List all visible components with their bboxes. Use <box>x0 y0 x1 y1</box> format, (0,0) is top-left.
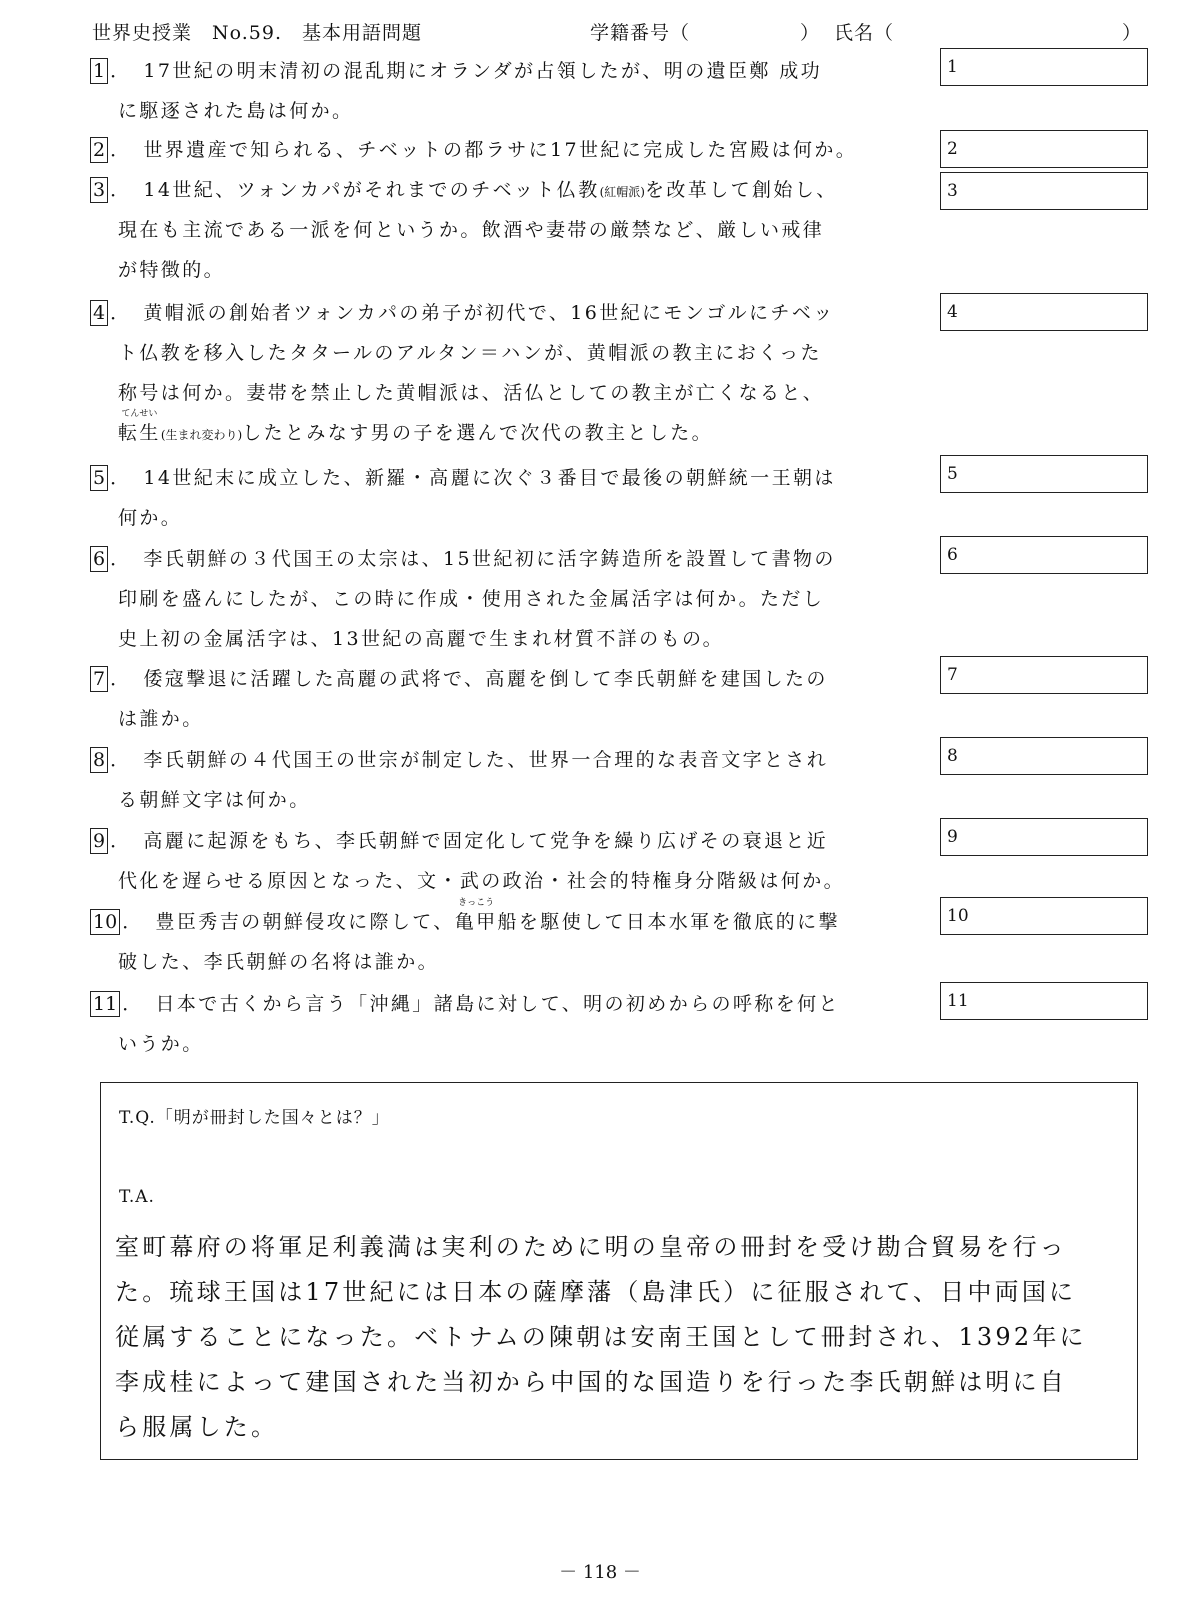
question-text: ． 世界遺産で知られる、チベットの都ラサに17世紀に完成した宮殿は何か。 <box>110 139 858 161</box>
name-label: 氏名（ <box>834 22 895 44</box>
question-text: を改革して創始し、 <box>645 179 838 201</box>
question-text: ． 高麗に起源をもち、李氏朝鮮で固定化して党争を繰り広げその衰退と近 <box>110 830 829 852</box>
answer-box-4[interactable] <box>940 293 1148 331</box>
answer-box-3[interactable] <box>940 172 1148 210</box>
question-text: ． 14世紀、ツォンカパがそれまでのチベット仏教 <box>110 179 600 201</box>
question-text: が特徴的。 <box>118 259 226 281</box>
answer-box-7[interactable] <box>940 656 1148 694</box>
worksheet-title: 世界史授業 No.59. 基本用語問題 <box>92 22 422 44</box>
answer-box-5[interactable] <box>940 455 1148 493</box>
question-number: 5 <box>90 465 108 491</box>
answer-box-11[interactable] <box>940 982 1148 1020</box>
student-id-label: 学籍番号（ <box>590 22 691 44</box>
tq-question: T.Q.「明が冊封した国々とは？」 <box>119 1108 390 1128</box>
answer-box-label: 10 <box>947 906 969 926</box>
name-close: ） <box>1122 22 1143 44</box>
answer-box-label: 4 <box>947 302 958 322</box>
answer-box-label: 9 <box>947 827 958 847</box>
question-text: ． 倭寇撃退に活躍した高麗の武将で、高麗を倒して李氏朝鮮を建国したの <box>110 668 828 690</box>
question-text: ． 日本で古くから言う「沖縄」諸島に対して、明の初めからの呼称を何と <box>122 993 840 1015</box>
question-text: ． 李氏朝鮮の３代国王の太宗は、15世紀初に活字鋳造所を設置して書物の <box>110 548 836 570</box>
question-text: は誰か。 <box>118 708 204 730</box>
answer-box-6[interactable] <box>940 536 1148 574</box>
tq-answer-line: 李成桂によって建国された当初から中国的な国造りを行った李氏朝鮮は明に自 <box>115 1368 1067 1396</box>
question-text: 破した、李氏朝鮮の名将は誰か。 <box>118 951 440 973</box>
answer-box-label: 5 <box>947 464 958 484</box>
tq-answer-line: 室町幕府の将軍足利義満は実利のために明の皇帝の冊封を受け勘合貿易を行っ <box>115 1233 1067 1261</box>
question-text: ． 李氏朝鮮の４代国王の世宗が制定した、世界一合理的な表音文字とされ <box>110 749 829 771</box>
answer-box-label: 3 <box>947 181 958 201</box>
question-number: 6 <box>90 546 108 572</box>
question-note: (紅帽派) <box>599 185 645 199</box>
question-number: 1 <box>90 58 108 84</box>
question-text: 称号は何か。妻帯を禁止した黄帽派は、活仏としての教主が亡くなると、 <box>118 382 825 404</box>
ruby-reading: きっこう <box>458 898 495 908</box>
question-text: ． 黄帽派の創始者ツォンカパの弟子が初代で、16世紀にモンゴルにチベッ <box>110 302 835 324</box>
ruby-base: 亀甲 <box>454 911 498 933</box>
worksheet-header <box>92 18 1152 48</box>
ruby-word <box>118 409 161 445</box>
question-number: 9 <box>90 828 108 854</box>
ruby-base: 転生 <box>118 422 161 444</box>
thinking-question-box <box>100 1082 1138 1460</box>
question-number: 11 <box>90 991 120 1017</box>
question-text: ト仏教を移入したタタールのアルタン＝ハンが、黄帽派の教主におくった <box>118 342 822 364</box>
question-text: ． 豊臣秀吉の朝鮮侵攻に際して、 <box>122 911 455 933</box>
answer-box-9[interactable] <box>940 818 1148 856</box>
question-text: 史上初の金属活字は、13世紀の高麗で生まれ材質不詳のもの。 <box>118 628 725 650</box>
answer-box-label: 7 <box>947 665 958 685</box>
answer-box-2[interactable] <box>940 130 1148 168</box>
answer-box-10[interactable] <box>940 897 1148 935</box>
answer-box-label: 8 <box>947 746 958 766</box>
question-text: ． 17世紀の明末清初の混乱期にオランダが占領したが、明の遺臣鄭 成功 <box>110 60 823 82</box>
question-number: 10 <box>90 909 120 935</box>
page-number: － 118 － <box>559 1562 641 1583</box>
question-number: 7 <box>90 666 108 692</box>
answer-box-8[interactable] <box>940 737 1148 775</box>
question-number: 2 <box>90 137 108 163</box>
ruby-word <box>454 898 498 934</box>
tq-answer-line: 従属することになった。ベトナムの陳朝は安南王国として冊封され、1392年に <box>115 1323 1087 1351</box>
question-text: る朝鮮文字は何か。 <box>118 789 311 811</box>
ruby-reading: てんせい <box>121 409 158 419</box>
question-note: (生まれ変わり) <box>160 428 243 442</box>
question-number: 4 <box>90 300 108 326</box>
question-text: いうか。 <box>118 1033 204 1055</box>
question-text: 現在も主流である一派を何というか。飲酒や妻帯の厳禁など、厳しい戒律 <box>118 219 825 241</box>
question-text: ． 14世紀末に成立した、新羅・高麗に次ぐ３番目で最後の朝鮮統一王朝は <box>110 467 836 489</box>
question-text: に駆逐された島は何か。 <box>118 100 354 122</box>
answer-box-label: 11 <box>947 991 969 1011</box>
answer-box-label: 6 <box>947 545 958 565</box>
student-id-close: ） <box>800 22 821 44</box>
question-number: 3 <box>90 177 108 203</box>
answer-box-1[interactable] <box>940 48 1148 86</box>
tq-answer-label: T.A. <box>119 1187 155 1207</box>
question-text: 代化を遅らせる原因となった、文・武の政治・社会的特権身分階級は何か。 <box>118 870 846 892</box>
question-text: 船を駆使して日本水軍を徹底的に撃 <box>497 911 840 933</box>
question-number: 8 <box>90 747 108 773</box>
tq-answer-line: ら服属した。 <box>115 1413 279 1441</box>
answer-box-label: 2 <box>947 139 958 159</box>
answer-box-label: 1 <box>947 57 958 77</box>
question-text: 印刷を盛んにしたが、この時に作成・使用された金属活字は何か。ただし <box>118 588 825 610</box>
tq-answer-line: た。琉球王国は17世紀には日本の薩摩藩（島津氏）に征服されて、日中両国に <box>115 1278 1077 1306</box>
question-text: 何か。 <box>118 507 183 529</box>
question-text: したとみなす男の子を選んで次代の教主とした。 <box>242 422 713 444</box>
